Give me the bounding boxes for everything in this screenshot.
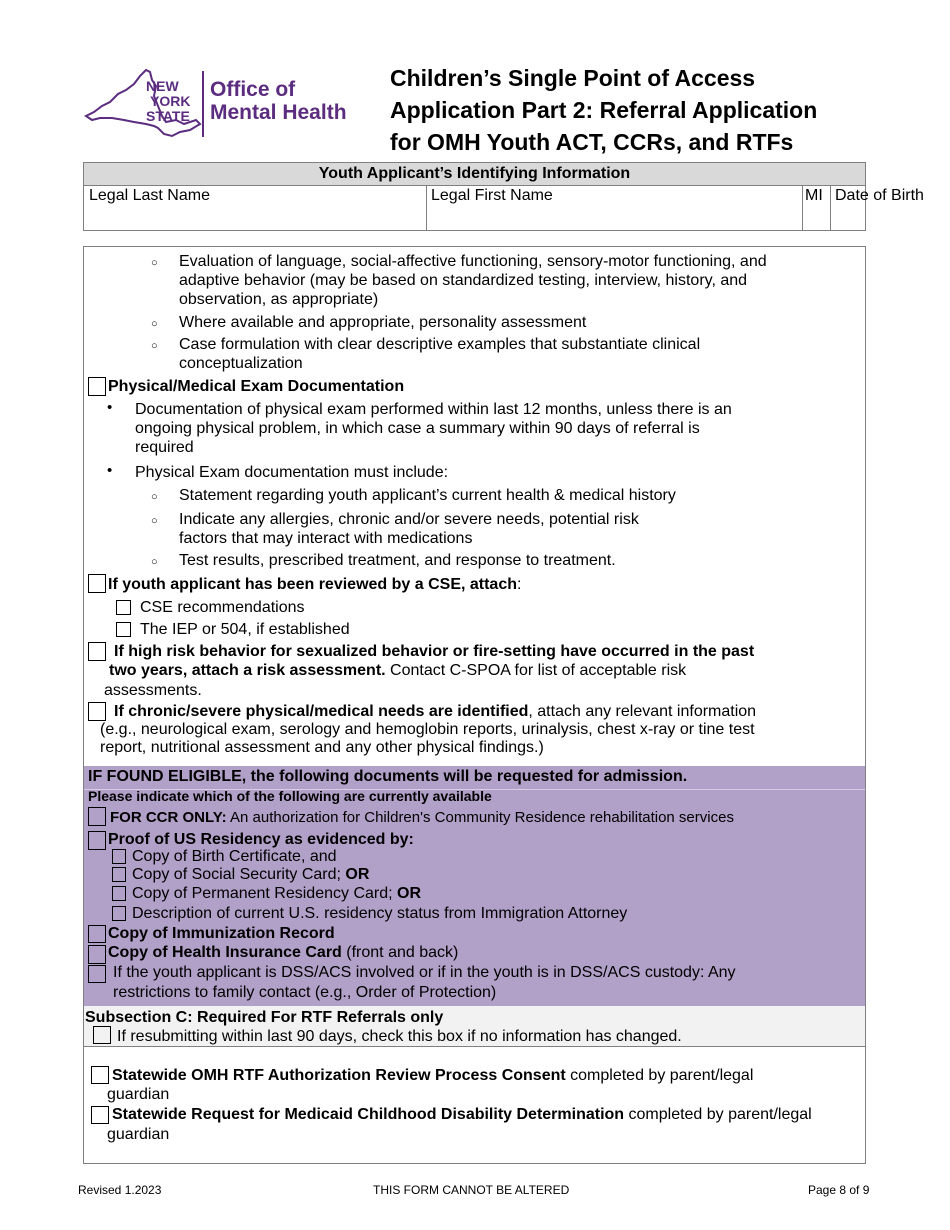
eligible-subheading: Please indicate which of the following are currently available — [88, 788, 492, 804]
date-of-birth-field[interactable] — [830, 185, 930, 231]
circle-bullet-icon: ○ — [151, 340, 158, 352]
birth-certificate-checkbox[interactable] — [112, 849, 126, 864]
high-risk-bold-2: two years, attach a risk assessment. — [109, 662, 386, 679]
identifying-info-heading: Youth Applicant’s Identifying Information — [84, 163, 865, 186]
high-risk-checkbox[interactable] — [88, 642, 106, 661]
dss-acs-line-1: If the youth applicant is DSS/ACS involved or if in the youth is in DSS/ACS custody: Any — [113, 964, 736, 981]
bullet-icon: • — [107, 462, 113, 479]
eval-item-3-line-1: Case formulation with clear descriptive examples that substantiate clinical — [179, 336, 701, 353]
high-risk-line-3: assessments. — [104, 682, 202, 699]
logo-state-line-2: YORK — [150, 93, 191, 109]
nys-omh-logo — [84, 66, 364, 142]
legal-first-name-label: Legal First Name — [431, 187, 553, 204]
permanent-residency-text: Copy of Permanent Residency Card; — [132, 885, 398, 902]
date-of-birth-label: Date of Birth — [835, 187, 924, 204]
dss-acs-checkbox[interactable] — [88, 965, 106, 983]
page-number: Page 8 of 9 — [808, 1183, 870, 1197]
insurance-rest: (front and back) — [341, 944, 459, 961]
cse-heading-text: If youth applicant has been reviewed by a CSE, attach — [108, 576, 517, 593]
circle-bullet-icon: ○ — [151, 318, 158, 330]
circle-bullet-icon: ○ — [151, 556, 158, 568]
title-line-3: for OMH Youth ACT, CCRs, and RTFs — [390, 129, 794, 155]
high-risk-line-1: If high risk behavior for sexualized behavior or fire-setting have occurred in the past — [114, 643, 755, 660]
title-line-1: Children’s Single Point of Access — [390, 65, 756, 91]
ccr-bold: FOR CCR ONLY: — [110, 809, 227, 826]
chronic-needs-checkbox[interactable] — [88, 702, 106, 721]
permanent-residency-checkbox[interactable] — [112, 886, 126, 901]
immunization-checkbox[interactable] — [88, 925, 106, 943]
rtf-consent-line-1 — [112, 1066, 753, 1085]
cse-heading — [108, 575, 521, 594]
form-notice: THIS FORM CANNOT BE ALTERED — [373, 1183, 570, 1197]
chronic-rest: , attach any relevant information — [528, 703, 757, 720]
title-line-2: Application Part 2: Referral Application — [390, 97, 818, 123]
rtf-consent-bold: Statewide OMH RTF Authorization Review Process Consent — [112, 1067, 566, 1084]
logo-office-line-2: Mental Health — [210, 101, 347, 124]
legal-last-name-field[interactable] — [84, 185, 426, 231]
medicaid-disability-line-1 — [112, 1105, 812, 1124]
physical-sub-1: Statement regarding youth applicant’s current health & medical history — [179, 487, 676, 504]
physical-exam-bullet-1 — [135, 400, 732, 457]
physical-bullet-1-line-2: ongoing physical problem, in which case a summary within 90 days of referral is — [135, 420, 700, 437]
eligible-heading: IF FOUND ELIGIBLE, the following documents will be requested for admission. — [88, 768, 688, 785]
us-residency-heading: Proof of US Residency as evidenced by: — [108, 831, 414, 848]
social-security-label — [132, 865, 369, 884]
high-risk-rest-2: Contact C-SPOA for list of acceptable risk — [385, 662, 687, 679]
ccr-authorization-label — [110, 808, 734, 827]
circle-bullet-icon: ○ — [151, 491, 158, 503]
form-title — [390, 62, 910, 158]
insurance-bold: Copy of Health Insurance Card — [108, 944, 342, 961]
immunization-label: Copy of Immunization Record — [108, 925, 335, 942]
rtf-consent-rest: completed by parent/legal — [565, 1067, 754, 1084]
social-security-checkbox[interactable] — [112, 867, 126, 882]
eval-item-3-line-2: conceptualization — [179, 355, 303, 372]
iep-504-label: The IEP or 504, if established — [140, 621, 350, 638]
physical-exam-bullet-2: Physical Exam documentation must include: — [135, 464, 449, 481]
physical-sub-2 — [179, 510, 639, 548]
immigration-status-label: Description of current U.S. residency status from Immigration Attorney — [132, 905, 628, 922]
cse-recommendations-checkbox[interactable] — [116, 600, 131, 615]
physical-sub-2-line-2: factors that may interact with medications — [179, 530, 473, 547]
mi-label: MI — [805, 187, 823, 204]
us-residency-checkbox[interactable] — [88, 831, 106, 850]
eval-item-1-line-2: adaptive behavior (may be based on standardized testing, interview, history, and — [179, 272, 748, 289]
logo-state-line-3: STATE — [146, 108, 190, 124]
medicaid-bold: Statewide Request for Medicaid Childhood Disability Determination — [112, 1106, 625, 1123]
permanent-residency-label — [132, 884, 421, 903]
revised-date: Revised 1.2023 — [78, 1183, 162, 1197]
resubmit-label: If resubmitting within last 90 days, check this box if no information has changed. — [117, 1028, 682, 1045]
subsection-c-heading: Subsection C: Required For RTF Referrals only — [85, 1009, 444, 1026]
high-risk-line-2 — [109, 661, 686, 680]
social-security-text: Copy of Social Security Card; — [132, 866, 346, 883]
health-insurance-label — [108, 943, 458, 962]
eval-item-3 — [179, 335, 700, 373]
or-text: OR — [397, 885, 422, 902]
legal-first-name-field[interactable] — [426, 185, 802, 231]
iep-504-checkbox[interactable] — [116, 622, 131, 637]
ccr-rest: An authorization for Children's Community Residence rehabilitation services — [226, 809, 734, 826]
or-text: OR — [345, 866, 370, 883]
medicaid-rest: completed by parent/legal — [624, 1106, 812, 1123]
health-insurance-checkbox[interactable] — [88, 945, 106, 964]
logo-state-line-1: NEW — [146, 78, 179, 94]
physical-bullet-1-line-1: Documentation of physical exam performed within last 12 months, unless there is an — [135, 401, 732, 418]
identifying-info-table — [83, 162, 924, 231]
immigration-status-checkbox[interactable] — [112, 906, 126, 921]
medicaid-disability-line-2: guardian — [107, 1126, 170, 1143]
new-york-state-outline-icon — [84, 66, 364, 142]
legal-last-name-label: Legal Last Name — [89, 187, 210, 204]
eval-item-2: Where available and appropriate, personality assessment — [179, 314, 587, 331]
cse-checkbox[interactable] — [88, 574, 106, 593]
cse-recommendations-label: CSE recommendations — [140, 599, 305, 616]
physical-bullet-1-line-3: required — [135, 439, 194, 456]
physical-exam-heading: Physical/Medical Exam Documentation — [108, 378, 405, 395]
physical-sub-2-line-1: Indicate any allergies, chronic and/or severe needs, potential risk — [179, 511, 639, 528]
physical-exam-checkbox[interactable] — [88, 377, 106, 396]
circle-bullet-icon: ○ — [151, 257, 158, 269]
middle-initial-field[interactable] — [802, 185, 830, 231]
rtf-consent-checkbox[interactable] — [91, 1066, 109, 1084]
chronic-line-3: report, nutritional assessment and any other physical findings.) — [100, 739, 544, 756]
logo-office-line-1: Office of — [210, 78, 296, 101]
eval-item-1 — [179, 252, 767, 309]
rtf-consent-line-2: guardian — [107, 1086, 170, 1103]
ccr-authorization-checkbox[interactable] — [88, 807, 106, 826]
bullet-icon: • — [107, 399, 113, 416]
resubmit-checkbox[interactable] — [93, 1026, 111, 1044]
circle-bullet-icon: ○ — [151, 515, 158, 527]
eval-item-1-line-3: observation, as appropriate) — [179, 291, 379, 308]
birth-certificate-label: Copy of Birth Certificate, and — [132, 848, 337, 865]
chronic-bold: If chronic/severe physical/medical needs are identified — [114, 703, 529, 720]
medicaid-disability-checkbox[interactable] — [91, 1106, 109, 1124]
physical-sub-3: Test results, prescribed treatment, and response to treatment. — [179, 552, 616, 569]
dss-acs-line-2: restrictions to family contact (e.g., Order of Protection) — [113, 984, 497, 1001]
eval-item-1-line-1: Evaluation of language, social-affective functioning, sensory-motor functioning, and — [179, 253, 767, 270]
cse-heading-colon: : — [517, 576, 522, 593]
chronic-line-1 — [114, 702, 756, 721]
chronic-line-2: (e.g., neurological exam, serology and hemoglobin reports, urinalysis, chest x-ray or tine test — [100, 721, 755, 738]
